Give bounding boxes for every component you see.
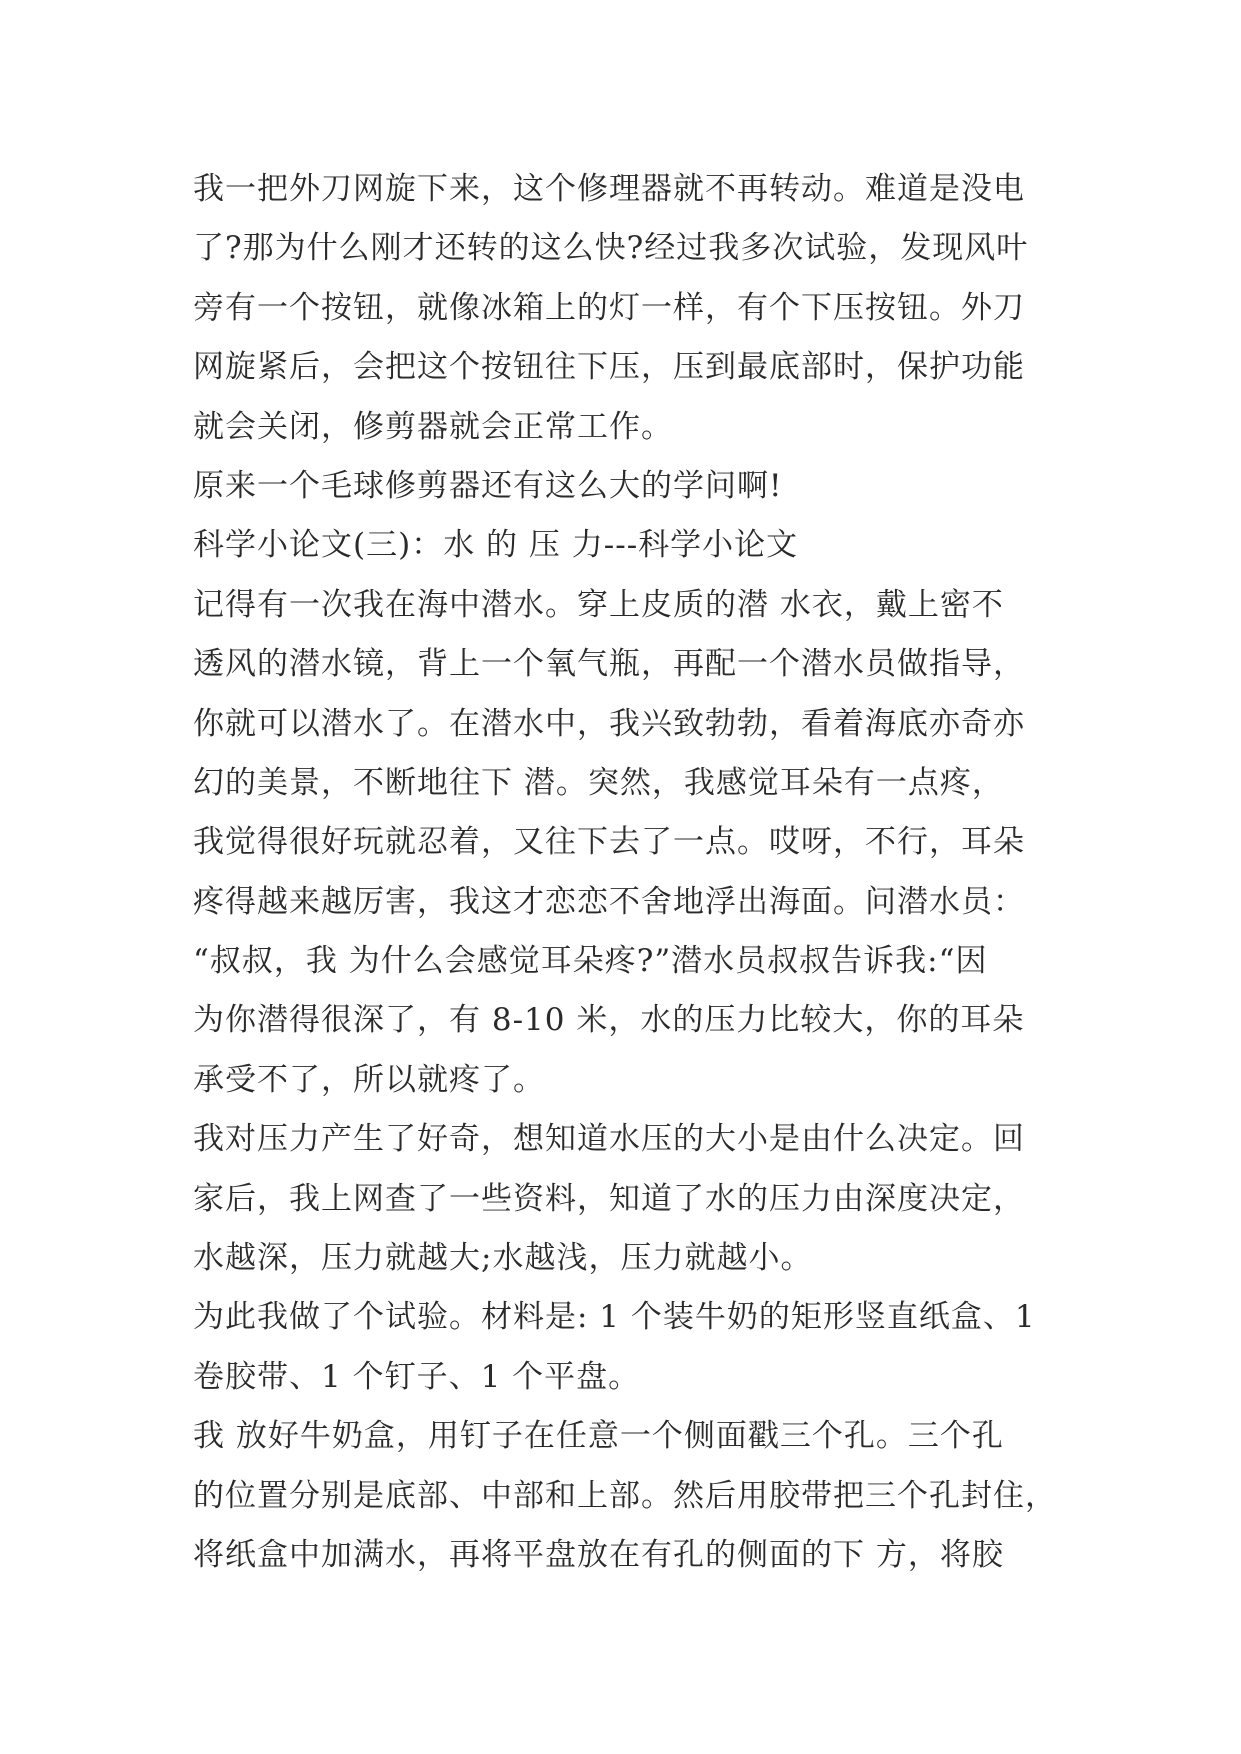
text-line: 疼得越来越厉害，我这才恋恋不舍地浮出海面。问潜水员： [193, 883, 1025, 920]
text-line: 卷胶带、1 个钉子、1 个平盘。 [193, 1358, 641, 1395]
text-line: 记得有一次我在海中潜水。穿上皮质的潜 水衣，戴上密不 [193, 586, 1004, 623]
text-line: 的位置分别是底部、中部和上部。然后用胶带把三个孔封住， [193, 1477, 1057, 1514]
text-line: 承受不了，所以就疼了。 [193, 1061, 545, 1098]
body-text [193, 160, 1073, 1585]
text-line: 我觉得很好玩就忍着，又往下去了一点。哎呀，不行，耳朵 [193, 824, 1025, 861]
text-line: 科学小论文(三)：水 的 压 力---科学小论文 [193, 527, 799, 564]
text-line: 就会关闭，修剪器就会正常工作。 [193, 408, 673, 445]
text-line: 将纸盒中加满水，再将平盘放在有孔的侧面的下 方，将胶 [193, 1536, 1004, 1573]
text-line: 幻的美景，不断地往下 潜。突然，我感觉耳朵有一点疼， [193, 764, 1004, 801]
text-line: 水越深，压力就越大;水越浅，压力就越小。 [193, 1240, 813, 1277]
text-line: 了?那为什么刚才还转的这么快?经过我多次试验，发现风叶 [193, 230, 1029, 267]
text-line: 我一把外刀网旋下来，这个修理器就不再转动。难道是没电 [193, 171, 1025, 207]
text-line: 为此我做了个试验。材料是: 1 个装牛奶的矩形竖直纸盒、1 [193, 1299, 1036, 1336]
text-line: 旁有一个按钮，就像冰箱上的灯一样，有个下压按钮。外刀 [193, 289, 1025, 326]
text-line: 为你潜得很深了，有 8-10 米，水的压力比较大，你的耳朵 [193, 1002, 1025, 1039]
text-line: 原来一个毛球修剪器还有这么大的学问啊! [193, 467, 783, 504]
text-line: 家后，我上网查了一些资料，知道了水的压力由深度决定， [193, 1180, 1025, 1217]
text-line: 网旋紧后，会把这个按钮往下压，压到最底部时，保护功能 [193, 349, 1025, 386]
text-line: 透风的潜水镜，背上一个氧气瓶，再配一个潜水员做指导， [193, 646, 1025, 683]
text-line: 我 放好牛奶盒，用钉子在任意一个侧面戳三个孔。三个孔 [193, 1418, 1004, 1455]
text-line: 我对压力产生了好奇，想知道水压的大小是由什么决定。回 [193, 1121, 1025, 1158]
text-line: 你就可以潜水了。在潜水中，我兴致勃勃，看着海底亦奇亦 [193, 705, 1025, 742]
text-line: “叔叔，我 为什么会感觉耳朵疼?”潜水员叔叔告诉我:“因 [193, 943, 988, 980]
